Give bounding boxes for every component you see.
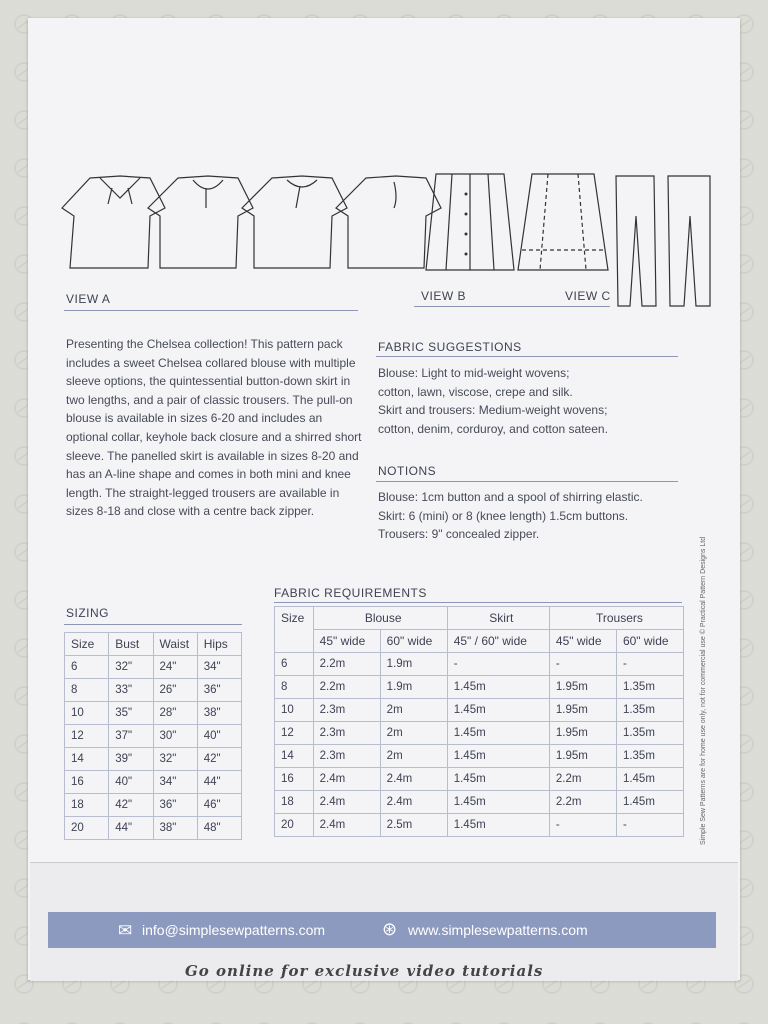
cell: 2.2m (313, 653, 380, 676)
cell: 2.3m (313, 722, 380, 745)
cell: 16 (275, 768, 314, 791)
fabric-requirements-rule (274, 602, 682, 603)
cell: 32" (153, 748, 197, 771)
blouse-plain-illustration (242, 176, 347, 268)
cell: 18 (65, 794, 109, 817)
table-row (65, 771, 242, 794)
cell: 46" (197, 794, 241, 817)
cell: 1.95m (549, 699, 616, 722)
req-sub-header: 45" wide (549, 630, 616, 653)
button-skirt-illustration (426, 174, 514, 270)
trousers-front-illustration (616, 176, 656, 306)
req-sub-header: 45" wide (313, 630, 380, 653)
cell: 2.3m (313, 699, 380, 722)
cell: 1.35m (616, 745, 683, 768)
cell: - (616, 653, 683, 676)
table-row (275, 676, 684, 699)
cell: 38" (197, 702, 241, 725)
fabric-requirements-heading: FABRIC REQUIREMENTS (274, 586, 427, 600)
requirements-group-header-row (275, 607, 684, 630)
cell: 32" (109, 656, 153, 679)
cell: 1.35m (616, 699, 683, 722)
cell: 18 (275, 791, 314, 814)
req-col-blouse: Blouse (313, 607, 447, 630)
view-b-label: VIEW B (421, 289, 467, 303)
req-col-trousers: Trousers (549, 607, 683, 630)
fabric-suggestions-rule (376, 356, 678, 357)
table-row (65, 748, 242, 771)
sizing-heading: SIZING (66, 606, 110, 620)
table-row (275, 791, 684, 814)
cell: 1.45m (616, 768, 683, 791)
cell: 36" (153, 794, 197, 817)
skirt-back-illustration (518, 174, 608, 270)
blouse-collar-illustration (62, 176, 165, 268)
copyright-notice: Simple Sew Patterns are for home use only, not for commercial use © Practical Pattern Designs Ltd (700, 536, 707, 845)
cell: 30" (153, 725, 197, 748)
cell: 40" (109, 771, 153, 794)
cell: 44" (109, 817, 153, 840)
cell: 28" (153, 702, 197, 725)
table-row (65, 725, 242, 748)
cell: 1.45m (447, 768, 549, 791)
cell: 2.2m (549, 768, 616, 791)
contact-band (48, 912, 716, 948)
cell: 2.5m (380, 814, 447, 837)
cell: 42" (197, 748, 241, 771)
cell: 42" (109, 794, 153, 817)
cell: 35" (109, 702, 153, 725)
cell: 1.95m (549, 676, 616, 699)
cell: 33" (109, 679, 153, 702)
cell: 20 (275, 814, 314, 837)
cell: 1.45m (447, 676, 549, 699)
view-bc-rule (414, 306, 610, 307)
cell: 16 (65, 771, 109, 794)
garment-illustrations (60, 168, 720, 328)
table-row (65, 702, 242, 725)
cell: 14 (275, 745, 314, 768)
fabric-line: Skirt and trousers: Medium-weight wovens; (378, 403, 608, 418)
cell: 37" (109, 725, 153, 748)
notions-rule (376, 481, 678, 482)
req-col-skirt: Skirt (447, 607, 549, 630)
blouse-back-illustration (336, 176, 441, 268)
cell: 2.4m (313, 791, 380, 814)
req-sub-header: 60" wide (616, 630, 683, 653)
cell: 48" (197, 817, 241, 840)
table-row (275, 814, 684, 837)
table-row (65, 794, 242, 817)
intro-paragraph: Presenting the Chelsea collection! This pattern pack includes a sweet Chelsea collared blouse with multiple sleeve options, the quintessential button-down skirt in two lengths, and a pair of classic trousers. The pull-on blouse is available in sizes 6-20 and includes an optional collar, keyhole back closure and a shirred short sleeve. The panelled skirt is available in sizes 8-20 and has an A-line shape and comes in both mini and knee length. The straight-legged trousers are available in sizes 8-18 and close with a centre back zipper. (66, 337, 362, 519)
cell: 10 (275, 699, 314, 722)
cell: 20 (65, 817, 109, 840)
cell: 1.95m (549, 722, 616, 745)
view-c-label: VIEW C (565, 289, 611, 303)
cell: 1.45m (447, 745, 549, 768)
trousers-back-illustration (668, 176, 710, 306)
cell: 34" (197, 656, 241, 679)
notions-heading: NOTIONS (378, 464, 437, 478)
fabric-suggestions-text (378, 364, 688, 438)
cell: 1.45m (447, 722, 549, 745)
cell: - (549, 814, 616, 837)
requirements-sub-header-row (275, 630, 684, 653)
cell: 2.4m (313, 814, 380, 837)
cell: - (616, 814, 683, 837)
web-icon: ⊛ (382, 919, 398, 939)
fabric-line: Blouse: Light to mid-weight wovens; (378, 366, 570, 380)
video-tutorials-tagline: Go online for exclusive video tutorials (185, 962, 544, 980)
cell: 2.4m (313, 768, 380, 791)
notions-text (378, 488, 698, 544)
cell: 6 (275, 653, 314, 676)
table-row (275, 699, 684, 722)
sizing-col-hips: Hips (197, 633, 241, 656)
sizing-table (64, 632, 242, 840)
cell: 2.2m (313, 676, 380, 699)
notion-line: Skirt: 6 (mini) or 8 (knee length) 1.5cm buttons. (378, 508, 629, 523)
cell: 2.2m (549, 791, 616, 814)
cell: 1.45m (447, 791, 549, 814)
table-row (65, 817, 242, 840)
cell: - (447, 653, 549, 676)
sizing-col-bust: Bust (109, 633, 153, 656)
cell: 2m (380, 745, 447, 768)
cell: 1.9m (380, 653, 447, 676)
fabric-suggestions-heading: FABRIC SUGGESTIONS (378, 340, 522, 354)
cell: 1.35m (616, 676, 683, 699)
cell: 2.3m (313, 745, 380, 768)
cell: 26" (153, 679, 197, 702)
email-link[interactable]: info@simplesewpatterns.com (142, 922, 326, 938)
cell: 12 (275, 722, 314, 745)
table-row (275, 768, 684, 791)
req-sub-header: 45" / 60" wide (447, 630, 549, 653)
cell: 2.4m (380, 791, 447, 814)
cell: 1.95m (549, 745, 616, 768)
cell: 8 (65, 679, 109, 702)
cell: - (549, 653, 616, 676)
cell: 1.35m (616, 722, 683, 745)
cell: 2m (380, 699, 447, 722)
sizing-rule (64, 624, 242, 625)
cell: 14 (65, 748, 109, 771)
fabric-line: cotton, denim, corduroy, and cotton sateen. (378, 421, 608, 436)
table-row (65, 679, 242, 702)
sizing-col-waist: Waist (153, 633, 197, 656)
cell: 2m (380, 722, 447, 745)
notion-line: Blouse: 1cm button and a spool of shirring elastic. (378, 490, 643, 504)
sizing-col-size: Size (65, 633, 109, 656)
cell: 1.45m (616, 791, 683, 814)
cell: 1.9m (380, 676, 447, 699)
cell: 34" (153, 771, 197, 794)
cell: 36" (197, 679, 241, 702)
cell: 24" (153, 656, 197, 679)
view-a-rule (64, 310, 358, 311)
cell: 1.45m (447, 814, 549, 837)
req-sub-header: 60" wide (380, 630, 447, 653)
notion-line: Trousers: 9" concealed zipper. (378, 527, 540, 542)
cell: 44" (197, 771, 241, 794)
table-row (275, 745, 684, 768)
cell: 40" (197, 725, 241, 748)
cell: 12 (65, 725, 109, 748)
email-icon: ✉ (118, 921, 133, 940)
fabric-line: cotton, lawn, viscose, crepe and silk. (378, 384, 573, 399)
blouse-sleeve-illustration (148, 176, 253, 268)
cell: 38" (153, 817, 197, 840)
cell: 2.4m (380, 768, 447, 791)
website-link[interactable]: www.simplesewpatterns.com (408, 922, 588, 938)
cell: 6 (65, 656, 109, 679)
sizing-header-row (65, 633, 242, 656)
cell: 8 (275, 676, 314, 699)
req-col-size: Size (275, 607, 314, 653)
cell: 39" (109, 748, 153, 771)
cell: 10 (65, 702, 109, 725)
cell: 1.45m (447, 699, 549, 722)
view-a-label: VIEW A (66, 292, 111, 306)
table-row (65, 656, 242, 679)
fabric-requirements-table (274, 606, 684, 837)
table-row (275, 653, 684, 676)
table-row (275, 722, 684, 745)
